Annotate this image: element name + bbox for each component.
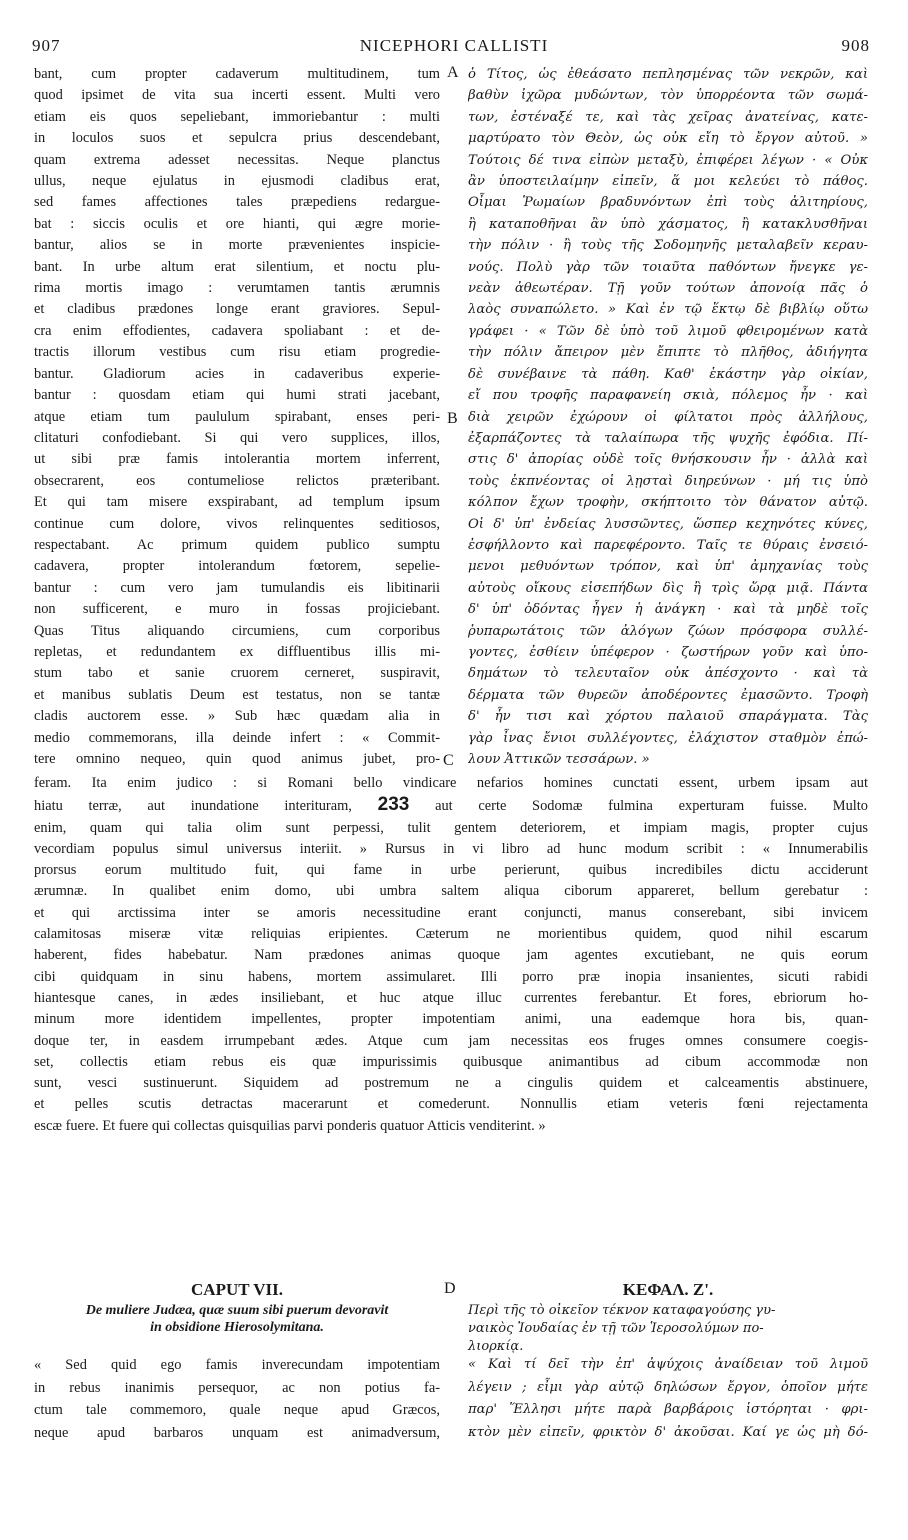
full-width-line: set, collectis etiam rebus eis quæ impurissimis quibusque animantibus ad cibum accommodæ non (34, 1053, 868, 1070)
full-width-line: hiatu terræ, aut inundatione interituram, 233 aut certe Sodomæ fulmina experturam fuisse. Multo (34, 794, 868, 816)
latin-chapter-subtitle-1: De muliere Judæa, quæ suum sibi puerum devoravit (85, 1303, 389, 1318)
greek-line: των, ἐστέναξέ τε, καὶ τὰς χεῖρας ἀνατείνας, κατε- (468, 109, 868, 125)
latin-chapter-line: « Sed quid ego famis inverecundam impotentiam (34, 1357, 440, 1373)
full-width-line: vecordiam populus simul universus interiit. » Rursus in vi libro ad hunc modum scribit : « Innumerabilis (34, 840, 868, 857)
latin-line: quam extrema adesset necessitas. Neque planctus (34, 151, 440, 168)
latin-line: respectabant. Ac primum quidem publico sumptu (34, 536, 440, 553)
section-marker-b: B (447, 410, 458, 427)
full-width-line: et qui arctissima inter se amoris necessitudine erant conjuncti, manus conserebant, sibi invicem (34, 904, 868, 921)
greek-chapter-heading: ΚΕΦΑΛ. Ζ'. (622, 1280, 714, 1299)
full-width-line: prorsus eorum multitudo fuit, qui fame in urbe perierunt, quibus incredibiles dictu acciderunt (34, 862, 868, 879)
latin-line: tractis illorum vestibus cum risu etiam progredie- (34, 344, 440, 361)
greek-line: Οἱ δ' ὑπ' ἐνδείας λυσσῶντες, ὥσπερ κεχηνότες κύνες, (468, 516, 868, 532)
latin-line: bant. In urbe altum erat silentium, et noctu plu- (34, 258, 440, 275)
latin-line: bantur, alios se in morte prævenientes inspicie- (34, 237, 440, 254)
latin-chapter-subtitle-2: in obsidione Hierosolymitana. (150, 1320, 324, 1335)
full-width-line: escæ fuere. Et fuere qui collectas quisquilias parvi ponderis quatuor Atticis venditerint. » (34, 1117, 546, 1134)
greek-line: στις δ' ἀπορίας οὐδὲ τοῖς θνήσκουσιν ἦν · ἀλλὰ καὶ (468, 452, 868, 468)
latin-column (34, 64, 440, 770)
full-width-line: hiantesque canes, in ædes insiliebant, et huc atque illuc currentes ferebantur. Et fores, ebriorum ho- (34, 989, 868, 1006)
latin-line: etiam eis quos sepeliebant, immoriebantur : multi (34, 108, 440, 125)
greek-line: αὐτοὺς οἴκους εἰσεπήδων δὶς ἢ τρὶς ὥρᾳ μιᾷ. Πάντα (468, 580, 868, 596)
greek-line: τοὺς ἐκπνέοντας οἱ λῃσταὶ διηρεύνων · μή τις ὑπὸ (468, 473, 868, 489)
greek-line: γράφει · « Τῶν δὲ ὑπὸ τοῦ λιμοῦ φθειρομένων κατὰ (468, 323, 868, 339)
latin-line: ut sibi præ famis intolerantia mortem inferrent, (34, 451, 440, 468)
greek-column (468, 64, 868, 770)
latin-line: bantur : cum vero jam tumulandis eis libitinarii (34, 579, 440, 596)
greek-subtitle-line: Περὶ τῆς τὸ οἰκεῖον τέκνον καταφαγούσης γυ- (468, 1303, 776, 1318)
greek-line: ἐξαρπάζοντες τὰ ταλαίπωρα τῆς ψυχῆς ἐφόδια. Πί- (468, 430, 868, 446)
greek-chapter-text (468, 1354, 868, 1444)
latin-line: repletas, et redundantem ex diffluentibus illis mi- (34, 643, 440, 660)
greek-line: Τούτοις δέ τινα εἰπὼν μεταξὺ, ἐπιφέρει λέγων · « Οὐκ (468, 152, 868, 168)
greek-line: ἢ καταποθῆναι ἂν ὑπὸ χάσματος, ἢ κατακλυσθῆναι (468, 216, 868, 232)
greek-line: μενοι μεθυόντων τρόπον, καὶ ὑπ' ἀμηχανίας τοὺς (468, 559, 868, 575)
latin-chapter-text (34, 1354, 440, 1444)
greek-subtitle-line: ναικὸς Ἰουδαίας ἐν τῇ τῶν Ἱεροσολύμων πο- (468, 1321, 764, 1336)
greek-line: ῥυπαρωτάτοις τῶν ἀλόγων ζώων πρόσφορα συλλέ- (468, 623, 868, 639)
latin-line: cadavera, propter intolerandum fœtorem, sepelie- (34, 558, 440, 575)
greek-chapter-line: κτὸν μὲν εἰπεῖν, φρικτὸν δ' ἀκοῦσαι. Καί γε ὡς μὴ δό- (468, 1424, 868, 1440)
full-width-line: haberent, fides habebatur. Nam prædones animas quoque jam agentes excutiebant, ne quis eorum (34, 947, 868, 964)
section-marker-a: A (447, 64, 459, 81)
latin-chapter-line: in rebus inanimis persequor, ac non potius fa- (34, 1379, 440, 1396)
latin-line: bant, cum propter cadaverum multitudinem, tum (34, 66, 440, 82)
greek-line: Οἶμαι Ῥωμαίων βραδυνόντων ἐπὶ τοὺς ἀλιτηρίους, (468, 195, 868, 211)
full-width-line: doque ter, in easdem irrumpebant ædes. Atque cum jam necessitas eos fruges omnes consumere coegis- (34, 1032, 868, 1049)
latin-line: Et qui tam misere exspirabant, ad templum ipsum (34, 494, 440, 511)
latin-line: cladis auctorem esse. » Sub hæc quædam alia in (34, 708, 440, 725)
latin-line: bantur : quosdam etiam qui humi strati jacebant, (34, 387, 440, 404)
latin-line: bantur. Gladiorum acies in cadaveribus experie- (34, 365, 440, 382)
greek-line: δ' ὑπ' ὀδόντας ἦγεν ἡ ἀνάγκη · καὶ τὰ μηδὲ τοῖς (468, 602, 868, 618)
full-width-line: enim, quam qui talia olim sunt perpessi, tulit gentem deteriorem, et impiam magis, propter cujus (34, 819, 868, 836)
greek-line: γοντες, ἐσθίειν ὑπέφερον · ζωστήρων γοῦν καὶ ὑπο- (468, 644, 868, 660)
left-page-number: 907 (32, 36, 61, 55)
greek-line: δημάτων τὸ τελευταῖον οὐκ ἀπέσχοντο · καὶ τὰ (468, 666, 868, 682)
latin-line: bat : siccis oculis et ore hianti, qui ægre morie- (34, 215, 440, 232)
greek-line: κόλπον ἔχων τροφὴν, σκήπτοιτο τὸν θάνατον αὐτῷ. (468, 495, 868, 511)
latin-chapter-line: neque apud barbaros unquam est animadversum, (34, 1424, 440, 1441)
latin-chapter-line: ctum tale commemoro, quale neque apud Græcos, (34, 1402, 440, 1418)
greek-line: λουν Ἀττικῶν τεσσάρων. » (468, 752, 650, 767)
greek-line: εἴ που τροφῆς παραφανείη σκιὰ, πόλεμος ἦν · καὶ (468, 388, 868, 404)
latin-line: cra enim effodientes, cadavera spoliabant : et de- (34, 322, 440, 339)
greek-line: λαὸς συναπώλετο. » Καὶ ἐν τῷ ἕκτῳ δὲ βιβλίῳ οὕτω (468, 302, 868, 318)
full-width-line: cibi quidquam in sinu habens, mortem assimularet. Illi porro præ inopia insanientes, sicuti rabidi (34, 968, 868, 985)
greek-chapter-line: παρ' Ἕλλησι μήτε παρὰ βαρβάροις ἱστόρηται · φρι- (468, 1402, 868, 1417)
greek-chapter-subtitle (468, 1302, 868, 1356)
inline-page-number: 233 (377, 794, 410, 816)
latin-line: medio commemorans, illa deinde infert : « Commit- (34, 729, 440, 746)
right-page-number: 908 (841, 36, 870, 55)
latin-line: obsecrarent, eos contumeliose relictos præteribant. (34, 472, 440, 489)
greek-line: δέρματα τῶν θυρεῶν ἀποδέροντες ἐμασῶντο. Τροφὴ (468, 687, 868, 703)
greek-line: ἂν ὑποστειλαίμην εἰπεῖν, ἅ μοι κελεύει τὸ πάθος. (468, 174, 868, 190)
section-marker-c: C (443, 752, 454, 769)
latin-line: rima mortis imago : verumtamen tantis ærumnis (34, 280, 440, 297)
full-width-latin-text (34, 773, 868, 1137)
greek-line: βαθὺν ἰχῶρα μυδώντων, τὸν ὑπορρέοντα τῶν σωμά- (468, 88, 868, 104)
greek-chapter-line: λέγειν ; εἶμι γὰρ αὐτῷ δηλώσων ἔργον, ὁποῖον μήτε (468, 1379, 868, 1395)
greek-line: μαρτύρατο τὸν Θεὸν, ὡς οὐκ εἴη τὸ ἔργον αὐτοῦ. » (468, 131, 868, 147)
full-width-line: calamitosas miseræ vitæ reliquias eripientes. Cæterum ne morientibus quidem, quod nihil escarum (34, 926, 868, 943)
latin-line: in loculos suos et sepulcra prius descendebant, (34, 130, 440, 147)
greek-line: γὰρ ἶνας ἔνιοι συλλέγοντες, ἐλάχιστον σταθμὸν ἐπώ- (468, 730, 868, 746)
latin-line: atque etiam tum paululum spirabant, enses peri- (34, 408, 440, 425)
greek-line: νούς. Πολὺ γὰρ τῶν τοιαῦτα παθόντων ἤνεγκε γε- (468, 259, 868, 275)
latin-line: non sufficerent, e muro in fossas projiciebant. (34, 601, 440, 618)
latin-line: continue cum dolore, vivos relinquentes seditiosos, (34, 515, 440, 532)
latin-line: et cladibus prædones longe erant graviores. Sepul- (34, 301, 440, 318)
greek-subtitle-line: λιορκίᾳ. (468, 1339, 524, 1354)
full-width-line: et pelles scutis detractas macerarunt et comederunt. Nonnullis etiam veteris fœni rejectamenta (34, 1096, 868, 1113)
greek-line: τὴν πόλιν · ἢ τοὺς τῆς Σοδομηνῆς μεταλαβεῖν κεραυ- (468, 238, 868, 254)
latin-line: tere omnino nequeo, quin quod animus jubet, pro- (34, 751, 440, 767)
greek-line: δὲ συνέβαινε τὰ πάθη. Καθ' ἑκάστην γὰρ οἰκίαν, (468, 366, 868, 382)
greek-line: νεὰν ἀθεωτέραν. Τῇ γοῦν τούτων ἀπονοίᾳ πᾶς ὁ (468, 281, 868, 297)
section-marker-d: D (444, 1280, 456, 1297)
greek-line: ἐσφήλλοντο καὶ παρεφέροντο. Ταῖς τε θύραις ἐνσειό- (468, 537, 868, 553)
latin-line: et manibus sublatis Deum est testatus, non se tantæ (34, 686, 440, 703)
greek-line: δ' ἦν τισι καὶ χόρτου παλαιοῦ σπαράγματα. Τὰς (468, 709, 868, 725)
greek-chapter-line: « Καὶ τί δεῖ τὴν ἐπ' ἀψύχοις ἀναίδειαν τοῦ λιμοῦ (468, 1357, 868, 1372)
latin-chapter-heading: CAPUT VII. (191, 1280, 283, 1299)
latin-line: quod ipsimet de vita sua incerti essent. Multi vero (34, 87, 440, 104)
running-title: NICEPHORI CALLISTI (359, 36, 549, 55)
full-width-line: feram. Ita enim judico : si Romani bello vindicare nefarios homines cunctati essent, urbem ipsam aut (34, 775, 868, 791)
full-width-line: minum more identidem impellentes, propter impotentiam animi, una eademque hora bis, quan- (34, 1011, 868, 1028)
full-width-line: sunt, vesci sustinuerunt. Siquidem ad postremum ne a cingulis quidem et calceamentis abstinuere, (34, 1075, 868, 1092)
latin-line: clitaturi confodiebant. Si qui vero supplices, illos, (34, 429, 440, 446)
latin-line: stum tabo et sanie cruorem cerneret, suspiravit, (34, 665, 440, 682)
greek-line: τὴν πόλιν ἄπειρον μὲν ἔπιπτε τὸ πλῆθος, ἀδιήγητα (468, 345, 868, 361)
greek-line: ὁ Τίτος, ὡς ἐθεάσατο πεπλησμένας τῶν νεκρῶν, καὶ (468, 67, 868, 82)
latin-line: Quas Titus aliquando circumiens, cum corporibus (34, 622, 440, 639)
latin-line: sed fames affectiones tales præpediens redargue- (34, 194, 440, 211)
full-width-line: ærumnæ. In qualibet enim domo, ubi umbra saltem aliqua ciborum appareret, bellum gerebatur : (34, 883, 868, 900)
latin-line: ullus, neque ejulatus in ejusmodi cladibus erat, (34, 173, 440, 190)
greek-line: διὰ χειρῶν ἐχώρουν οἱ φίλτατοι πρὸς ἀλλήλους, (468, 409, 868, 425)
